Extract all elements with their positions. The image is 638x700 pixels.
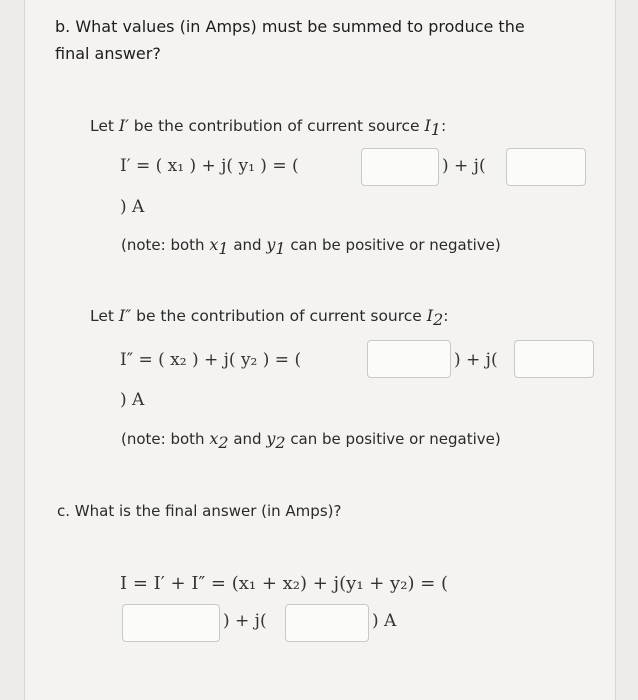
source2-note-y-sub: 2 bbox=[275, 433, 286, 452]
source1-intro-source: I bbox=[424, 116, 431, 135]
final-real-input[interactable] bbox=[122, 604, 220, 642]
source2-note-x-sub: 2 bbox=[218, 433, 229, 452]
source1-note-y-sub: 1 bbox=[275, 239, 286, 258]
final-unit: ) A bbox=[372, 611, 397, 631]
source2-intro-pre: Let bbox=[90, 307, 119, 325]
part-c-equation: I = I′ + I″ = (x₁ + x₂) + j(y₁ + y₂) = ( bbox=[120, 573, 449, 594]
source2-intro-source: I bbox=[426, 306, 434, 325]
source1-note bbox=[121, 235, 501, 258]
source1-imag-input[interactable] bbox=[506, 148, 586, 186]
source2-plus-j: ) + j( bbox=[454, 350, 498, 370]
source2-note bbox=[121, 429, 501, 452]
source2-note-and: and bbox=[228, 430, 267, 448]
source1-plus-j: ) + j( bbox=[442, 156, 486, 176]
source1-equation: I′ = ( x₁ ) + j( y₁ ) = ( bbox=[120, 156, 299, 176]
source1-unit: ) A bbox=[120, 197, 145, 217]
part-b-question bbox=[55, 13, 525, 67]
source2-equation: I″ = ( x₂ ) + j( y₂ ) = ( bbox=[120, 350, 302, 370]
final-imag-input[interactable] bbox=[285, 604, 369, 642]
source2-note-pre: (note: both bbox=[121, 430, 210, 448]
source2-intro-mid: be the contribution of current source bbox=[131, 307, 427, 325]
source2-note-x: x bbox=[209, 429, 219, 448]
source2-intro bbox=[90, 306, 449, 329]
source1-note-x-sub: 1 bbox=[218, 239, 229, 258]
source1-intro-pre: Let bbox=[90, 117, 119, 135]
source1-intro-post: : bbox=[440, 117, 447, 135]
source1-note-and: and bbox=[228, 236, 267, 254]
source2-intro-source-sub: 2 bbox=[433, 310, 444, 330]
source1-note-post: can be positive or negative) bbox=[285, 236, 501, 254]
part-b-question-line2: final answer? bbox=[55, 44, 161, 63]
source2-imag-input[interactable] bbox=[514, 340, 594, 378]
part-c-question: c. What is the final answer (in Amps)? bbox=[57, 502, 342, 520]
source1-note-y: y bbox=[266, 235, 276, 254]
source1-real-input[interactable] bbox=[361, 148, 439, 186]
source2-note-y: y bbox=[266, 429, 276, 448]
source2-real-input[interactable] bbox=[367, 340, 451, 378]
source1-note-pre: (note: both bbox=[121, 236, 210, 254]
source1-intro-mid: be the contribution of current source bbox=[128, 117, 425, 135]
source2-note-post: can be positive or negative) bbox=[285, 430, 501, 448]
source2-unit: ) A bbox=[120, 390, 145, 410]
source2-intro-symbol: I″ bbox=[118, 306, 132, 325]
final-plus-j: ) + j( bbox=[223, 611, 267, 631]
source1-intro-source-sub: 1 bbox=[430, 120, 441, 140]
source1-intro bbox=[90, 116, 446, 139]
source2-intro-post: : bbox=[443, 307, 449, 325]
part-b-question-line1: b. What values (in Amps) must be summed to produce the bbox=[55, 17, 525, 36]
source1-note-x: x bbox=[209, 235, 219, 254]
source1-intro-symbol: I′ bbox=[118, 116, 129, 135]
